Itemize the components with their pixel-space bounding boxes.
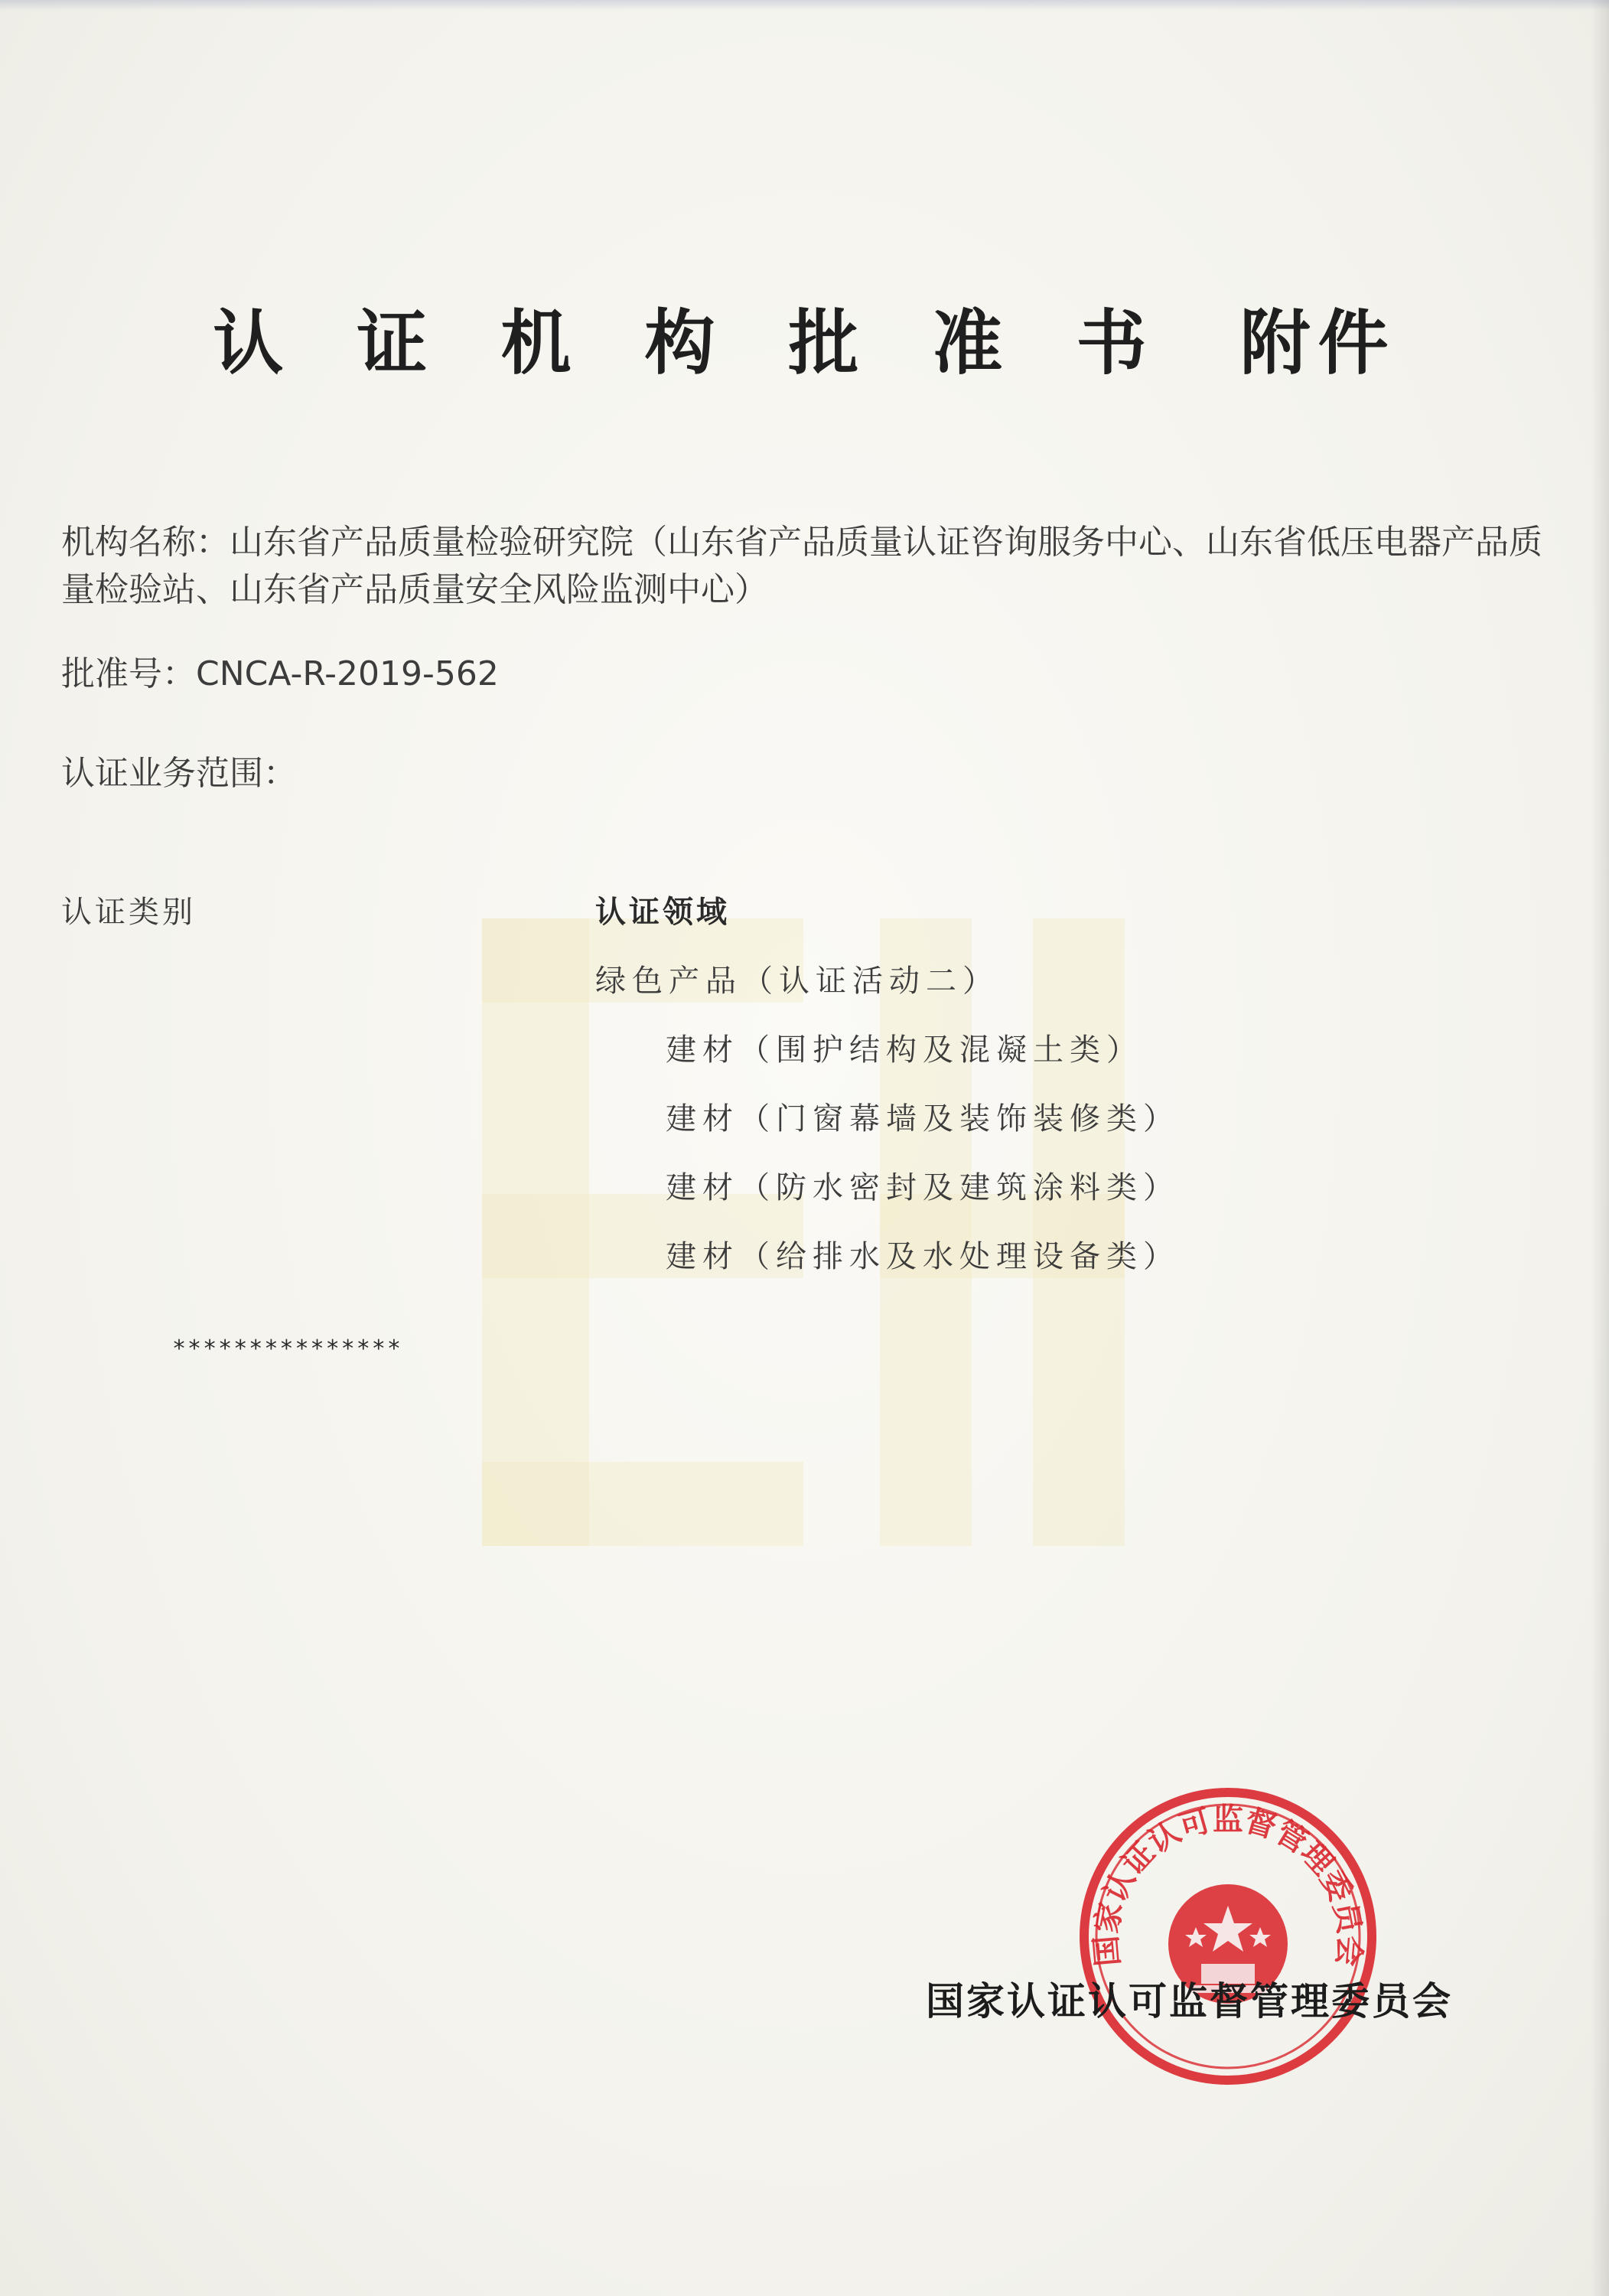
top-shadow	[0, 0, 1609, 11]
field-item: 建材（防水密封及建筑涂料类）	[666, 1170, 1180, 1205]
issuer-name: 国家认证认可监督管理委员会	[926, 1978, 1453, 2024]
approval-label: 批准号：	[61, 654, 196, 693]
title-main: 认 证 机 构 批 准 书	[213, 302, 1171, 384]
field-item: 绿色产品（认证活动二）	[595, 964, 999, 999]
approval-line	[61, 651, 499, 698]
organization-line	[61, 519, 1553, 614]
approval-number: CNCA-R-2019-562	[196, 654, 499, 693]
end-marker: ***************	[172, 1336, 402, 1362]
category-header: 认证类别	[61, 895, 196, 930]
scope-label: 认证业务范围：	[61, 754, 297, 793]
official-seal	[1075, 1783, 1381, 2089]
field-item: 建材（门窗幕墙及装饰装修类）	[666, 1101, 1180, 1137]
org-name: 山东省产品质量检验研究院（山东省产品质量认证咨询服务中心、山东省低压电器产品质量检验站、山东省产品质量安全风险监测中心）	[61, 523, 1542, 609]
field-item: 建材（给排水及水处理设备类）	[666, 1239, 1180, 1274]
field-header: 认证领域	[595, 895, 730, 930]
title-appendix: 附件	[1239, 302, 1396, 384]
field-item: 建材（围护结构及混凝土类）	[666, 1032, 1143, 1068]
org-label: 机构名称：	[61, 523, 230, 562]
svg-text:国家认证认可监督管理委员会: 国家认证认可监督管理委员会	[1087, 1801, 1369, 1968]
page-title	[0, 287, 1609, 388]
